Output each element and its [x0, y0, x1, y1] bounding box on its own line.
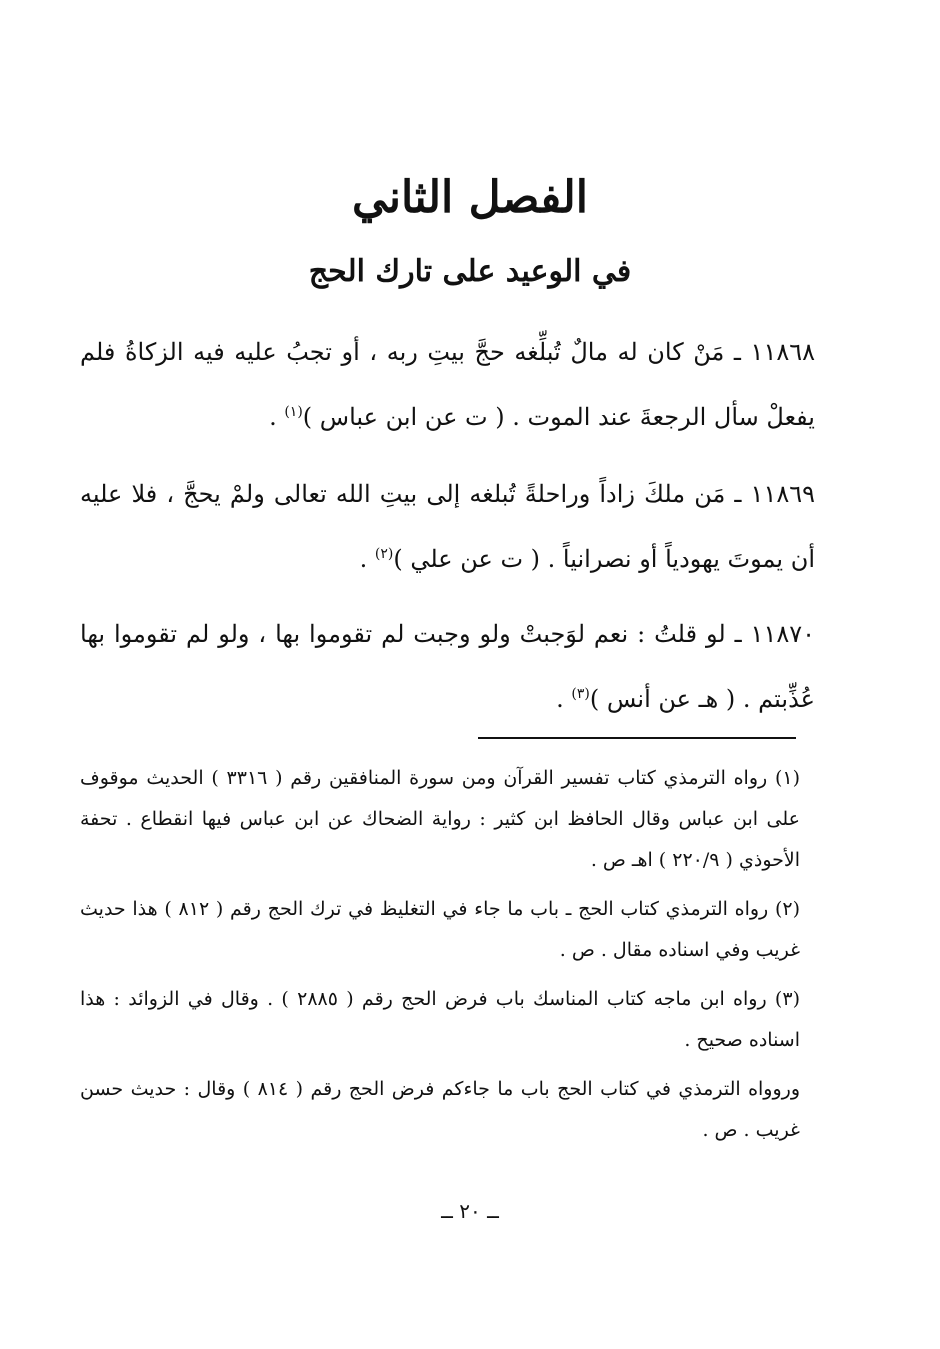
footnote-divider — [478, 737, 796, 739]
hadith-end: . — [359, 545, 375, 573]
hadith-end: . — [269, 403, 285, 431]
footnote-ref: (١) — [284, 404, 303, 420]
hadith-text: ١١٨٦٨ ـ مَنْ كان له مالٌ تُبلِّغه حجَّ بيتِ ربه ، أو تجبُ عليه فيه الزكاةُ فلم يفعلْ سأل الرجعةَ عند الموت . ( ت عن ابن عباس ) — [80, 338, 815, 431]
footnote-3-continuation: وروواه الترمذي في كتاب الحج باب ما جاءكم فرض الحج رقم ( ٨١٤ ) وقال : حديث حسن غريب . ص . — [80, 1078, 800, 1141]
footnote-ref: (٣) — [571, 686, 590, 702]
hadith-1870 — [80, 604, 815, 729]
footnote-ref: (٢) — [374, 546, 394, 562]
footnotes-section — [80, 758, 800, 1151]
chapter-title: الفصل الثاني — [352, 172, 588, 223]
footnote-2: (٢) رواه الترمذي كتاب الحج ـ باب ما جاء في التغليظ في ترك الحج رقم ( ٨١٢ ) هذا حديث غريب وفي اسناده مقال . ص . — [80, 898, 800, 961]
chapter-subtitle: في الوعيد على تارك الحج — [308, 254, 632, 289]
footnote-1: (١) رواه الترمذي كتاب تفسير القرآن ومن سورة المنافقين رقم ( ٣٣١٦ ) الحديث موقوف على ابن عباس وقال الحافظ ابن كثير : رواية الضحاك عن ابن عباس فيها انقطاع . تحفة الأحوذي ( ٢٢٠/٩ ) اهـ ص . — [80, 767, 800, 871]
footnote-3: (٣) رواه ابن ماجه كتاب المناسك باب فرض الحج رقم ( ٢٨٨٥ ) . وقال في الزوائد : هذا اسناده صحيح . — [80, 988, 800, 1051]
page-number: ــ ٢٠ ــ — [441, 1199, 499, 1223]
hadith-text: ١١٨٧٠ ـ لو قلتُ : نعم لوَجبتْ ولو وجبت لم تقوموا بها ، ولو لم تقوموا بها عُذِّبتم . ( هـ عن أنس ) — [80, 620, 815, 713]
hadith-1868 — [80, 322, 815, 447]
hadith-1869 — [80, 464, 815, 589]
hadith-end: . — [556, 685, 572, 713]
hadith-text: ١١٨٦٩ ـ مَن ملكَ زاداً وراحلةً تُبلغه إلى بيتِ الله تعالى ولمْ يحجَّ ، فلا عليه أن يموتَ يهودياً أو نصرانياً . ( ت عن علي ) — [80, 480, 815, 573]
